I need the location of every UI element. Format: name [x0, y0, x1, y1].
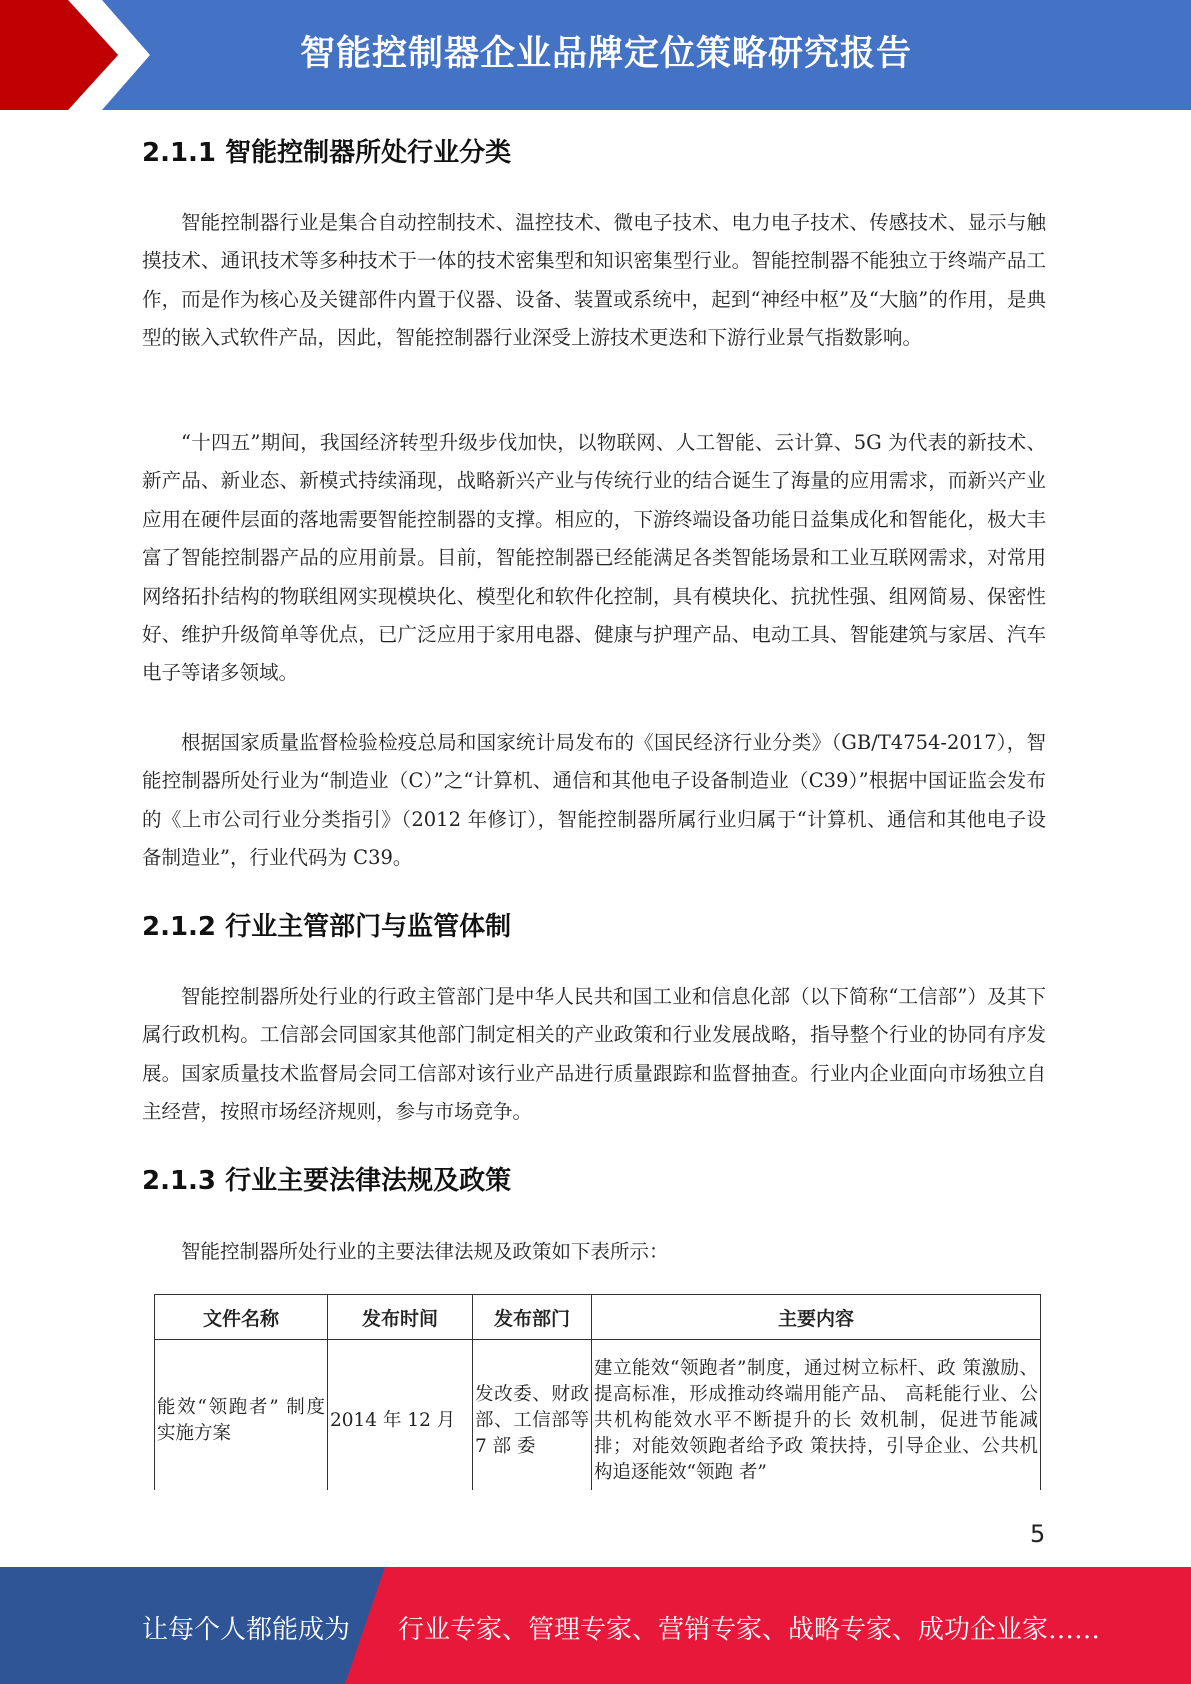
- page-header: [0, 0, 1191, 110]
- table-cell-name: 能效“领跑者” 制度实施方案: [155, 1340, 328, 1503]
- column-header: 发布部门: [473, 1295, 592, 1340]
- paragraph: 智能控制器行业是集合自动控制技术、温控技术、微电子技术、电力电子技术、传感技术、显示与触摸技术、通讯技术等多种技术于一体的技术密集型和知识密集型行业。智能控制器不能独立于终端产品工作，而是作为核心及关键部件内置于仪器、设备、装置或系统中，起到“神经中枢”及“大脑”的作用，是典型的嵌入式软件产品，因此，智能控制器行业深受上游技术更迭和下游行业景气指数影响。: [142, 211, 1046, 350]
- column-header: 主要内容: [592, 1295, 1041, 1340]
- table-cell-dept: 发改委、财政部、工信部等 7 部 委: [473, 1340, 592, 1503]
- section-heading-2-1-2: 2.1.2 行业主管部门与监管体制: [142, 912, 512, 942]
- section-heading-2-1-3: 2.1.3 行业主要法律法规及政策: [142, 1166, 512, 1196]
- policy-table: [154, 1294, 1041, 1503]
- footer-slogan-right: 行业专家、管理专家、营销专家、战略专家、成功企业家……: [398, 1615, 1101, 1645]
- paragraph: 智能控制器所处行业的主要法律法规及政策如下表所示：: [181, 1240, 669, 1263]
- column-header: 发布时间: [328, 1295, 473, 1340]
- table-cell-content: 建立能效“领跑者”制度，通过树立标杆、政 策激励、提高标准，形成推动终端用能产品、 高耗能行业、公共机构能效水平不断提升的长 效机制，促进节能减排；对能效领跑者给予政 策扶持，引导企业、公共机构追逐能效“领跑 者”: [592, 1340, 1041, 1503]
- table-header-row: [155, 1295, 1041, 1340]
- paragraph: “十四五”期间，我国经济转型升级步伐加快，以物联网、人工智能、云计算、5G 为代表的新技术、新产品、新业态、新模式持续涌现，战略新兴产业与传统行业的结合诞生了海量的应用需求，而新兴产业应用在硬件层面的落地需要智能控制器的支撑。相应的，下游终端设备功能日益集成化和智能化，极大丰富了智能控制器产品的应用前景。目前，智能控制器已经能满足各类智能场景和工业互联网需求，对常用网络拓扑结构的物联组网实现模块化、模型化和软件化控制，具有模块化、抗扰性强、组网简易、保密性好、维护升级简单等优点，已广泛应用于家用电器、健康与护理产品、电动工具、智能建筑与家居、汽车电子等诸多领域。: [142, 431, 1046, 685]
- section-heading-2-1-1: 2.1.1 智能控制器所处行业分类: [142, 138, 512, 168]
- column-header: 文件名称: [155, 1295, 328, 1340]
- table-cell-date: 2014 年 12 月: [328, 1340, 473, 1503]
- table-row: [155, 1340, 1041, 1503]
- paragraph: 智能控制器所处行业的行政主管部门是中华人民共和国工业和信息化部（以下简称“工信部”）及其下属行政机构。工信部会同国家其他部门制定相关的产业政策和行业发展战略，指导整个行业的协同有序发展。国家质量技术监督局会同工信部对该行业产品进行质量跟踪和监督抽查。行业内企业面向市场独立自主经营，按照市场经济规则，参与市场竞争。: [142, 985, 1046, 1124]
- page-number: 5: [1030, 1520, 1046, 1548]
- report-title: 智能控制器企业品牌定位策略研究报告: [300, 34, 913, 74]
- footer-slogan-left: 让每个人都能成为: [142, 1615, 351, 1645]
- paragraph: 根据国家质量监督检验检疫总局和国家统计局发布的《国民经济行业分类》（GB/T4754-2017），智能控制器所处行业为“制造业（C）”之“计算机、通信和其他电子设备制造业（C39）”根据中国证监会发布的《上市公司行业分类指引》（2012 年修订），智能控制器所属行业归属于“计算机、通信和其他电子设备制造业”，行业代码为 C39。: [142, 731, 1046, 870]
- table-page-break: [150, 1490, 1050, 1510]
- page-footer: [0, 1567, 1191, 1684]
